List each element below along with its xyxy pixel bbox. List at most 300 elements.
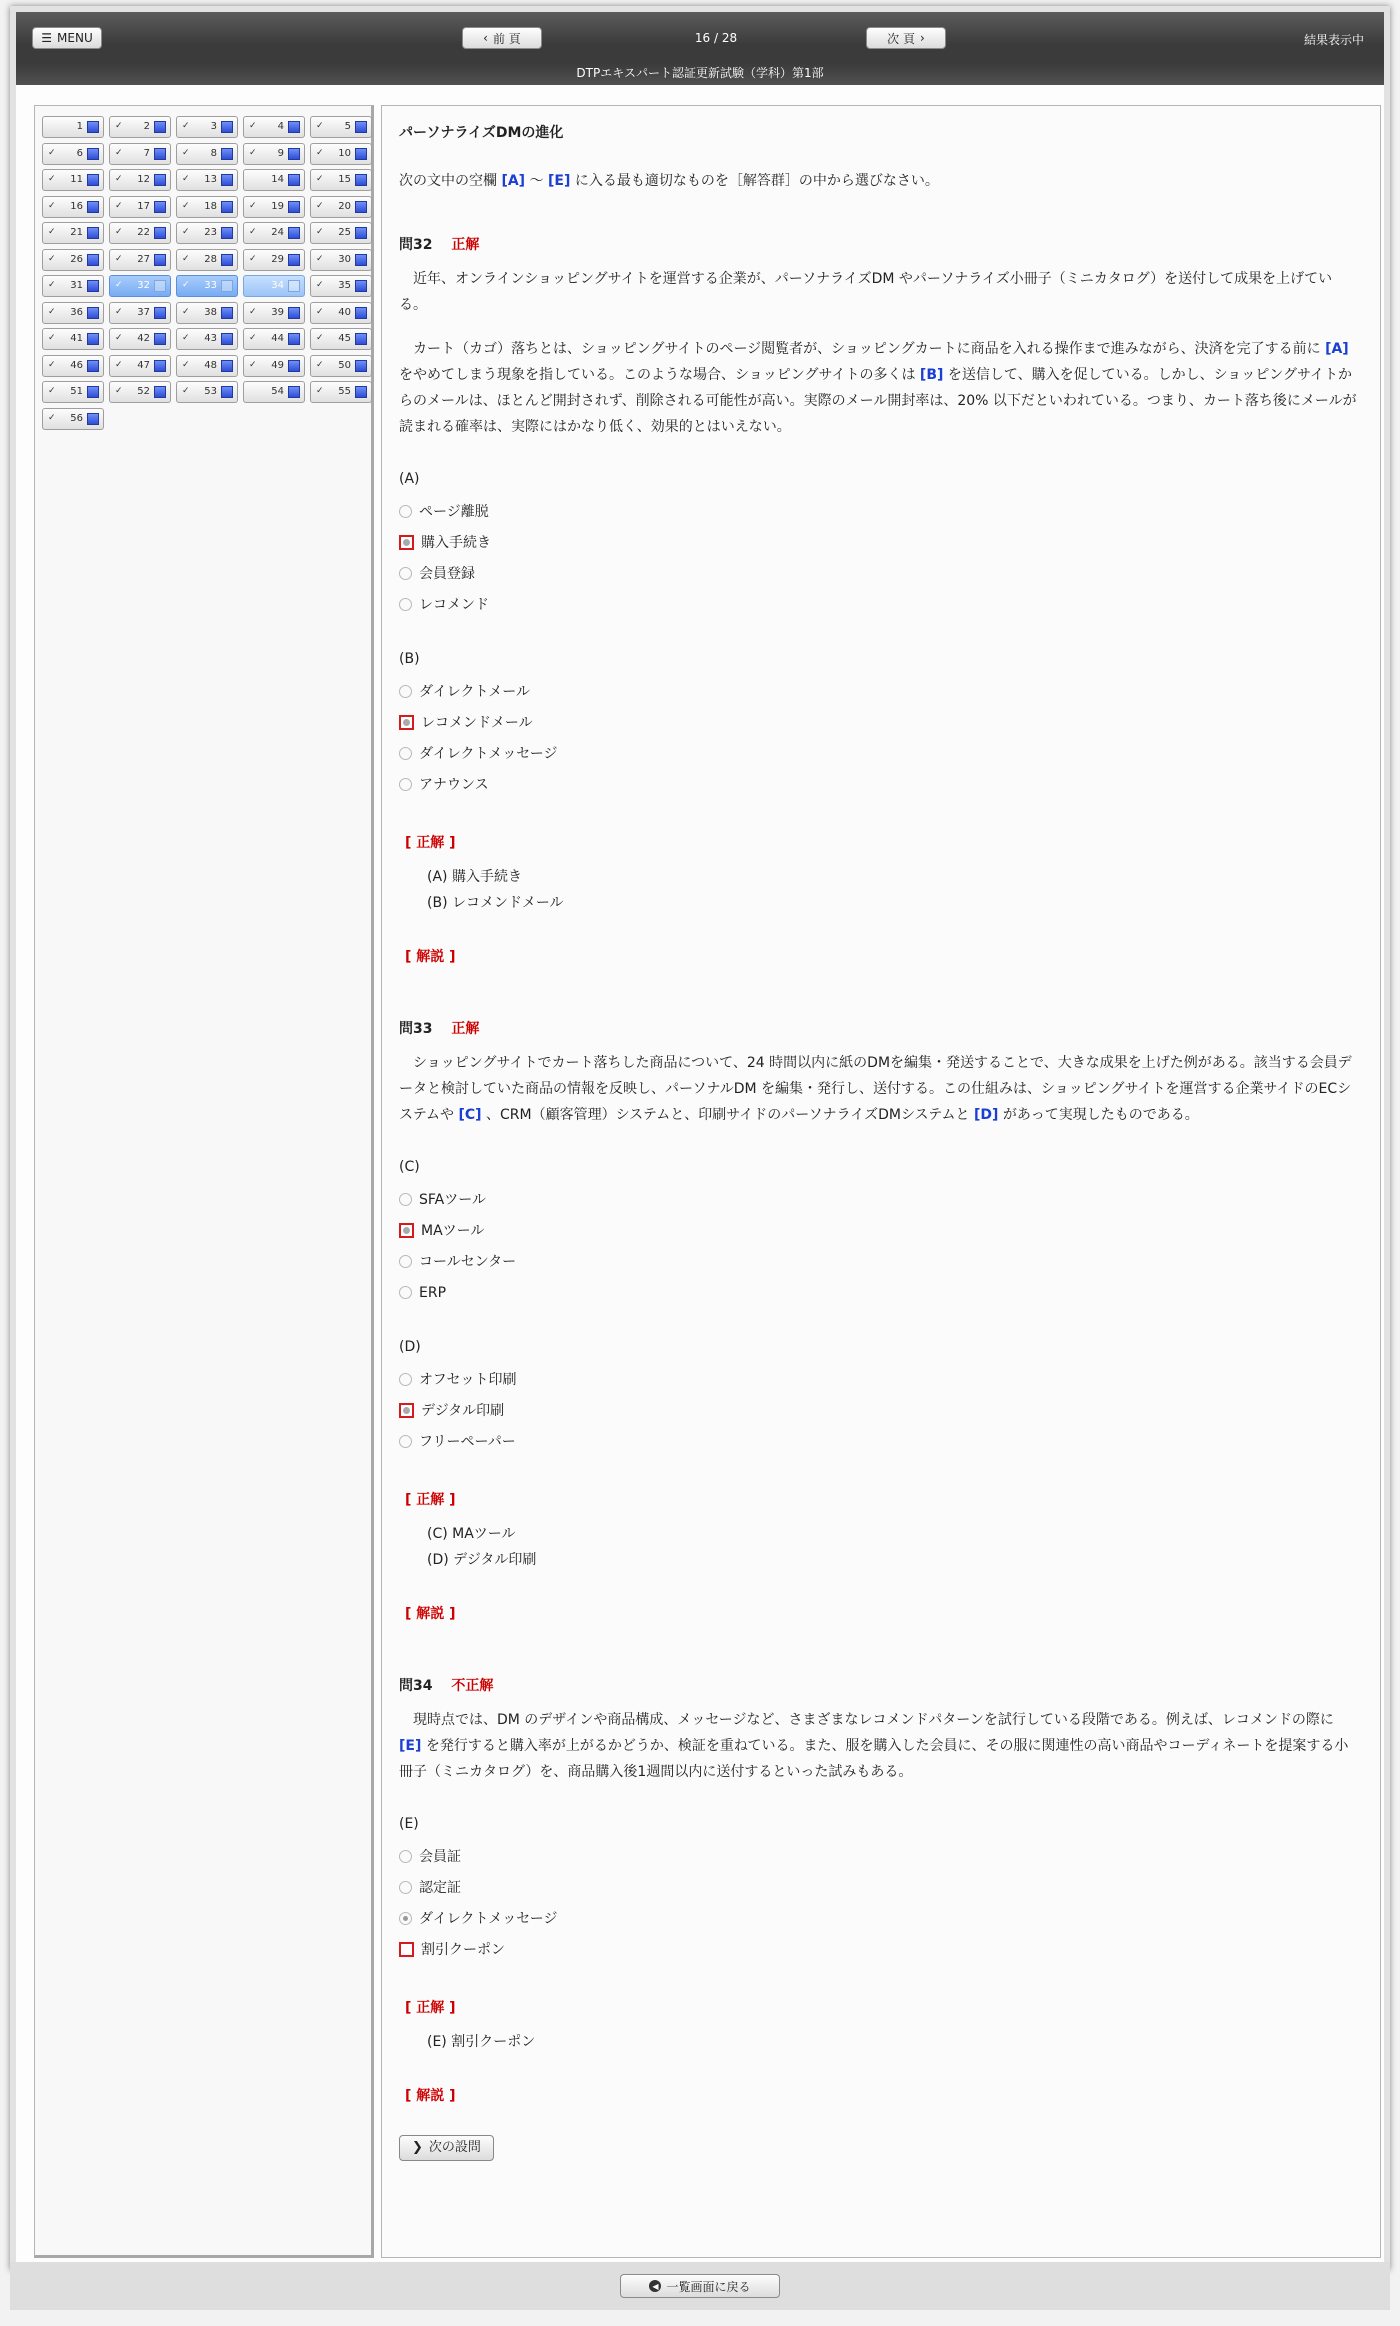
check-icon: ✓ bbox=[316, 280, 324, 290]
check-icon: ✓ bbox=[182, 386, 190, 396]
flag-square-icon bbox=[87, 254, 99, 266]
correct-answer-radio-icon[interactable] bbox=[399, 1223, 414, 1238]
question-nav-button[interactable] bbox=[310, 275, 372, 297]
blank-d-label: (D) bbox=[399, 1339, 421, 1355]
check-icon: ✓ bbox=[115, 200, 123, 211]
flag-square-icon bbox=[221, 360, 233, 372]
question-nav-button[interactable] bbox=[42, 275, 104, 297]
options-e bbox=[399, 1841, 1359, 1965]
check-icon: ✓ bbox=[48, 280, 56, 290]
check-icon: ✓ bbox=[182, 121, 190, 131]
check-icon: ✓ bbox=[115, 306, 123, 317]
flag-square-icon bbox=[154, 201, 166, 213]
check-icon: ✓ bbox=[316, 333, 324, 343]
option-d-1[interactable] bbox=[399, 1364, 1359, 1395]
menu-button[interactable] bbox=[32, 27, 102, 49]
placeholder-b: [B] bbox=[919, 367, 944, 383]
back-to-list-button[interactable] bbox=[620, 2274, 780, 2298]
question-nav-number: 40 bbox=[338, 306, 351, 318]
check-icon: ✓ bbox=[249, 253, 257, 264]
check-icon: ✓ bbox=[115, 174, 123, 184]
question-nav-number: 30 bbox=[338, 253, 351, 265]
question-nav-button[interactable] bbox=[42, 381, 104, 403]
check-icon: ✓ bbox=[48, 359, 56, 370]
paragraph-text: 近年、オンラインショッピングサイトを運営する企業が、パーソナライズDM やパーソナライズ小冊子（ミニカタログ）を送付して成果を上げている。 bbox=[399, 271, 1333, 313]
question-nav-number: 38 bbox=[204, 306, 217, 318]
question-nav-number: 27 bbox=[137, 253, 150, 265]
option-a-4[interactable] bbox=[399, 589, 1359, 620]
question-nav-number: 47 bbox=[137, 359, 150, 371]
option-a-3[interactable] bbox=[399, 558, 1359, 589]
check-icon: ✓ bbox=[48, 147, 56, 158]
question-nav-number: 32 bbox=[137, 280, 150, 291]
flag-square-icon bbox=[355, 333, 367, 345]
radio-icon[interactable] bbox=[399, 1373, 412, 1386]
correct-answer-radio-icon[interactable] bbox=[399, 1942, 414, 1957]
question-nav-button[interactable] bbox=[176, 222, 238, 244]
question-nav-number: 48 bbox=[204, 359, 217, 371]
option-d-2[interactable] bbox=[399, 1395, 1359, 1426]
radio-icon[interactable] bbox=[399, 747, 412, 760]
prev-page-label: 前 頁 bbox=[492, 31, 521, 46]
check-icon: ✓ bbox=[316, 200, 324, 211]
check-icon: ✓ bbox=[182, 227, 190, 237]
question-nav-number: 12 bbox=[137, 174, 150, 185]
question-nav-button[interactable] bbox=[42, 302, 104, 324]
check-icon: ✓ bbox=[182, 359, 190, 370]
option-label: オフセット印刷 bbox=[419, 1371, 517, 1388]
question-nav-number: 29 bbox=[271, 253, 284, 265]
question-nav-number: 1 bbox=[76, 121, 83, 132]
flag-square-icon bbox=[355, 148, 367, 160]
flag-square-icon bbox=[355, 201, 367, 213]
question-nav-button[interactable] bbox=[176, 328, 238, 350]
question-nav-button[interactable] bbox=[243, 249, 305, 271]
question-nav-number: 46 bbox=[70, 359, 83, 371]
option-label: コールセンター bbox=[419, 1253, 517, 1270]
question-nav-button[interactable] bbox=[109, 196, 171, 218]
option-label: レコメンドメール bbox=[421, 714, 533, 731]
question-33-paragraph bbox=[399, 1050, 1359, 1128]
correct-answer-radio-icon[interactable] bbox=[399, 1403, 414, 1418]
question-32-paragraph-1 bbox=[399, 266, 1359, 318]
check-icon: ✓ bbox=[48, 227, 56, 237]
question-nav-number: 55 bbox=[338, 386, 351, 397]
option-b-3[interactable] bbox=[399, 738, 1359, 769]
flag-square-icon bbox=[221, 333, 233, 345]
question-32-heading bbox=[399, 232, 1359, 258]
question-nav-number: 37 bbox=[137, 306, 150, 318]
check-icon: ✓ bbox=[48, 412, 56, 423]
page-counter: 16 / 28 bbox=[694, 31, 738, 45]
flag-square-icon bbox=[87, 227, 99, 239]
question-content bbox=[399, 120, 1359, 2161]
flag-square-icon bbox=[87, 386, 99, 398]
back-arrow-icon: ◀ bbox=[649, 2280, 661, 2292]
question-nav-number: 54 bbox=[271, 386, 284, 397]
correct-answer-radio-icon[interactable] bbox=[399, 535, 414, 550]
question-number: 問32 bbox=[399, 237, 433, 253]
check-icon: ✓ bbox=[249, 147, 257, 158]
question-nav-number: 22 bbox=[137, 227, 150, 238]
paragraph-text: ショッピングサイトでカート落ちした商品について、24 時間以内に紙のDMを編集・発送することで、大きな成果を上げた例がある。該当する会員データと検討していた商品の情報を反映し、パーソナルDM を編集・発行し、送付する。この仕組みは、ショッピングサイトを運営する企業サイドのECシステムや bbox=[399, 1055, 1352, 1123]
question-nav-number: 39 bbox=[271, 306, 284, 318]
question-nav-button[interactable] bbox=[176, 143, 238, 165]
question-nav-button[interactable] bbox=[310, 196, 372, 218]
question-nav-button[interactable] bbox=[109, 275, 171, 297]
placeholder-d: [D] bbox=[974, 1107, 999, 1123]
question-nav-number: 42 bbox=[137, 333, 150, 344]
check-icon: ✓ bbox=[115, 359, 123, 370]
next-page-button[interactable] bbox=[866, 27, 946, 49]
question-nav-number: 34 bbox=[271, 280, 284, 291]
option-label: デジタル印刷 bbox=[421, 1402, 505, 1419]
next-question-button[interactable] bbox=[399, 2135, 494, 2161]
question-nav-button[interactable] bbox=[310, 116, 372, 138]
flag-square-icon bbox=[288, 227, 300, 239]
check-icon: ✓ bbox=[182, 333, 190, 343]
menu-button-label: MENU bbox=[57, 31, 93, 45]
result-status-badge: 不正解 bbox=[451, 1678, 494, 1694]
question-nav-button[interactable] bbox=[243, 275, 305, 297]
flag-square-icon bbox=[154, 360, 166, 372]
check-icon: ✓ bbox=[48, 306, 56, 317]
question-nav-button[interactable] bbox=[109, 328, 171, 350]
option-b-1[interactable] bbox=[399, 676, 1359, 707]
answer-a: (A) 購入手続き bbox=[427, 869, 522, 885]
flag-square-icon bbox=[288, 174, 300, 186]
option-a-2[interactable] bbox=[399, 527, 1359, 558]
radio-icon[interactable] bbox=[399, 685, 412, 698]
flag-square-icon bbox=[154, 280, 166, 292]
options-c bbox=[399, 1184, 1359, 1308]
question-nav-button[interactable] bbox=[243, 302, 305, 324]
question-nav-button[interactable] bbox=[176, 355, 238, 377]
check-icon: ✓ bbox=[115, 253, 123, 264]
explanation-heading: [ 解説 ] bbox=[405, 2088, 456, 2104]
question-nav-number: 8 bbox=[210, 147, 217, 159]
question-nav-button[interactable] bbox=[310, 249, 372, 271]
question-nav-number: 50 bbox=[338, 359, 351, 371]
paragraph-text: 現時点では、DM のデザインや商品構成、メッセージなど、さまざまなレコメンドパターンを試行している段階である。例えば、レコメンドの際に bbox=[413, 1712, 1334, 1728]
question-nav-number: 17 bbox=[137, 200, 150, 212]
check-icon: ✓ bbox=[182, 174, 190, 184]
blank-b-label: (B) bbox=[399, 651, 420, 667]
flag-square-icon bbox=[154, 121, 166, 133]
instruction-text bbox=[399, 168, 1359, 194]
question-nav-button[interactable] bbox=[42, 328, 104, 350]
instruction-pre: 次の文中の空欄 bbox=[399, 173, 497, 189]
question-nav-button[interactable] bbox=[42, 196, 104, 218]
flag-square-icon bbox=[87, 333, 99, 345]
question-nav-number: 56 bbox=[70, 412, 83, 424]
back-to-list-label: 一覧画面に戻る bbox=[666, 2279, 751, 2294]
question-nav-number: 2 bbox=[143, 121, 150, 132]
question-nav-button[interactable] bbox=[176, 169, 238, 191]
result-status-badge: 正解 bbox=[451, 1021, 480, 1037]
radio-icon[interactable] bbox=[399, 567, 412, 580]
option-c-1[interactable] bbox=[399, 1184, 1359, 1215]
question-nav-number: 26 bbox=[70, 253, 83, 265]
flag-square-icon bbox=[288, 280, 300, 292]
check-icon: ✓ bbox=[316, 306, 324, 317]
question-nav-number: 10 bbox=[338, 147, 351, 159]
window-content bbox=[16, 12, 1384, 2264]
question-32-paragraph-2 bbox=[399, 336, 1359, 440]
question-nav-button[interactable] bbox=[310, 381, 372, 403]
question-nav-button[interactable] bbox=[310, 302, 372, 324]
question-nav-number: 23 bbox=[204, 227, 217, 238]
option-e-1[interactable] bbox=[399, 1841, 1359, 1872]
option-label: 会員登録 bbox=[419, 565, 475, 582]
check-icon: ✓ bbox=[48, 253, 56, 264]
question-nav-number: 44 bbox=[271, 333, 284, 344]
exam-window bbox=[10, 6, 1390, 2270]
question-nav-button[interactable] bbox=[310, 355, 372, 377]
question-nav-number: 18 bbox=[204, 200, 217, 212]
flag-square-icon bbox=[221, 280, 233, 292]
question-nav-button[interactable] bbox=[176, 302, 238, 324]
question-nav-button[interactable] bbox=[42, 143, 104, 165]
next-question-label: 次の設問 bbox=[428, 2140, 481, 2155]
option-e-2[interactable] bbox=[399, 1872, 1359, 1903]
check-icon: ✓ bbox=[115, 333, 123, 343]
question-nav-number: 4 bbox=[277, 121, 284, 132]
question-nav-button[interactable] bbox=[243, 222, 305, 244]
flag-square-icon bbox=[355, 227, 367, 239]
check-icon: ✓ bbox=[115, 121, 123, 131]
question-nav-number: 14 bbox=[271, 174, 284, 185]
flag-square-icon bbox=[221, 174, 233, 186]
question-nav-button[interactable] bbox=[109, 355, 171, 377]
flag-square-icon bbox=[355, 174, 367, 186]
explanation-heading: [ 解説 ] bbox=[405, 1606, 456, 1622]
flag-square-icon bbox=[288, 121, 300, 133]
answer-heading: [ 正解 ] bbox=[405, 1492, 456, 1508]
question-nav-number: 51 bbox=[70, 386, 83, 397]
option-label: SFAツール bbox=[419, 1191, 486, 1208]
question-nav-button[interactable] bbox=[42, 408, 104, 430]
question-nav-button[interactable] bbox=[243, 116, 305, 138]
question-nav-button[interactable] bbox=[42, 249, 104, 271]
placeholder-c: [C] bbox=[458, 1107, 482, 1123]
answer-heading: [ 正解 ] bbox=[405, 2000, 456, 2016]
flag-square-icon bbox=[221, 307, 233, 319]
option-e-3[interactable] bbox=[399, 1903, 1359, 1934]
check-icon: ✓ bbox=[48, 386, 56, 396]
option-c-2[interactable] bbox=[399, 1215, 1359, 1246]
flag-square-icon bbox=[288, 254, 300, 266]
question-nav-button[interactable] bbox=[243, 328, 305, 350]
question-nav-number: 41 bbox=[70, 333, 83, 344]
question-nav-number: 7 bbox=[143, 147, 150, 159]
check-icon: ✓ bbox=[182, 200, 190, 211]
radio-icon[interactable] bbox=[399, 1286, 412, 1299]
radio-icon[interactable] bbox=[399, 1435, 412, 1448]
flag-square-icon bbox=[87, 121, 99, 133]
flag-square-icon bbox=[87, 360, 99, 372]
option-e-4[interactable] bbox=[399, 1934, 1359, 1965]
radio-icon[interactable] bbox=[399, 1881, 412, 1894]
question-nav-button[interactable] bbox=[42, 169, 104, 191]
flag-square-icon bbox=[288, 307, 300, 319]
question-nav-button[interactable] bbox=[42, 355, 104, 377]
question-nav-button[interactable] bbox=[42, 116, 104, 138]
question-nav-number: 9 bbox=[277, 147, 284, 159]
check-icon: ✓ bbox=[115, 386, 123, 396]
question-nav-number: 24 bbox=[271, 227, 284, 238]
flag-square-icon bbox=[154, 386, 166, 398]
exam-title: DTPエキスパート認証更新試験（学科）第1部 bbox=[576, 66, 824, 80]
hamburger-icon: ☰ bbox=[41, 31, 53, 45]
result-status-badge: 正解 bbox=[451, 237, 480, 253]
instruction-post: に入る最も適切なものを［解答群］の中から選びなさい。 bbox=[574, 173, 939, 189]
placeholder-e: [E] bbox=[548, 173, 571, 189]
question-nav-button[interactable] bbox=[176, 249, 238, 271]
question-nav-sidebar bbox=[34, 105, 374, 2258]
question-nav-button[interactable] bbox=[310, 328, 372, 350]
options-d bbox=[399, 1364, 1359, 1457]
radio-icon[interactable] bbox=[399, 505, 412, 518]
radio-icon[interactable] bbox=[399, 1850, 412, 1863]
question-nav-number: 35 bbox=[338, 280, 351, 291]
flag-square-icon bbox=[154, 148, 166, 160]
chevron-left-icon: ‹ bbox=[483, 31, 488, 45]
check-icon: ✓ bbox=[316, 174, 324, 184]
check-icon: ✓ bbox=[249, 306, 257, 317]
question-nav-number: 25 bbox=[338, 227, 351, 238]
question-nav-number: 36 bbox=[70, 306, 83, 318]
option-a-1[interactable] bbox=[399, 496, 1359, 527]
flag-square-icon bbox=[288, 360, 300, 372]
flag-square-icon bbox=[221, 121, 233, 133]
check-icon: ✓ bbox=[316, 147, 324, 158]
question-nav-button[interactable] bbox=[243, 143, 305, 165]
flag-square-icon bbox=[154, 307, 166, 319]
question-nav-number: 52 bbox=[137, 386, 150, 397]
question-nav-button[interactable] bbox=[243, 355, 305, 377]
check-icon: ✓ bbox=[115, 280, 123, 290]
question-nav-button[interactable] bbox=[176, 381, 238, 403]
flag-square-icon bbox=[288, 201, 300, 213]
question-nav-number: 5 bbox=[344, 121, 351, 132]
flag-square-icon bbox=[87, 148, 99, 160]
question-33-heading bbox=[399, 1016, 1359, 1042]
radio-icon[interactable] bbox=[399, 778, 412, 791]
check-icon: ✓ bbox=[48, 174, 56, 184]
question-nav-number: 21 bbox=[70, 227, 83, 238]
option-label: MAツール bbox=[421, 1222, 485, 1239]
question-panel bbox=[381, 105, 1381, 2258]
explanation-heading: [ 解説 ] bbox=[405, 949, 456, 965]
flag-square-icon bbox=[154, 333, 166, 345]
check-icon: ✓ bbox=[316, 253, 324, 264]
blank-c-label: (C) bbox=[399, 1159, 420, 1175]
blank-e-label: (E) bbox=[399, 1816, 419, 1832]
option-label: フリーペーパー bbox=[419, 1433, 516, 1450]
flag-square-icon bbox=[221, 227, 233, 239]
question-nav-button[interactable] bbox=[109, 302, 171, 324]
blank-a-label: (A) bbox=[399, 471, 420, 487]
flag-square-icon bbox=[288, 386, 300, 398]
answer-heading: [ 正解 ] bbox=[405, 835, 456, 851]
question-nav-number: 20 bbox=[338, 200, 351, 212]
option-d-3[interactable] bbox=[399, 1426, 1359, 1457]
question-nav-button[interactable] bbox=[176, 275, 238, 297]
question-nav-number: 45 bbox=[338, 333, 351, 344]
question-nav-button[interactable] bbox=[310, 143, 372, 165]
flag-square-icon bbox=[355, 121, 367, 133]
radio-icon[interactable] bbox=[399, 1193, 412, 1206]
question-nav-button[interactable] bbox=[109, 249, 171, 271]
question-nav-button[interactable] bbox=[42, 222, 104, 244]
question-nav-number: 31 bbox=[70, 280, 83, 291]
option-label: 購入手続き bbox=[421, 534, 491, 551]
flag-square-icon bbox=[87, 280, 99, 292]
question-nav-button[interactable] bbox=[109, 116, 171, 138]
option-label: ダイレクトメッセージ bbox=[419, 1910, 558, 1927]
question-nav-button[interactable] bbox=[109, 381, 171, 403]
question-nav-number: 6 bbox=[76, 147, 83, 159]
question-nav-button[interactable] bbox=[243, 381, 305, 403]
flag-square-icon bbox=[154, 254, 166, 266]
options-a bbox=[399, 496, 1359, 620]
question-nav-button[interactable] bbox=[109, 143, 171, 165]
correct-answer-radio-icon[interactable] bbox=[399, 715, 414, 730]
question-34-heading bbox=[399, 1673, 1359, 1699]
flag-square-icon bbox=[355, 386, 367, 398]
flag-square-icon bbox=[221, 201, 233, 213]
placeholder-a: [A] bbox=[501, 173, 526, 189]
question-nav-button[interactable] bbox=[310, 169, 372, 191]
question-nav-button[interactable] bbox=[176, 116, 238, 138]
question-nav-button[interactable] bbox=[310, 222, 372, 244]
flag-square-icon bbox=[221, 254, 233, 266]
option-c-3[interactable] bbox=[399, 1246, 1359, 1277]
question-nav-number: 11 bbox=[70, 174, 83, 185]
option-b-2[interactable] bbox=[399, 707, 1359, 738]
check-icon: ✓ bbox=[48, 200, 56, 211]
radio-icon[interactable] bbox=[399, 598, 412, 611]
flag-square-icon bbox=[288, 148, 300, 160]
prev-page-button[interactable] bbox=[462, 27, 542, 49]
option-label: アナウンス bbox=[419, 776, 489, 793]
option-label: レコメンド bbox=[419, 596, 489, 613]
selected-radio-icon[interactable] bbox=[399, 1912, 412, 1925]
question-34-paragraph bbox=[399, 1707, 1359, 1785]
check-icon: ✓ bbox=[249, 227, 257, 237]
question-nav-button[interactable] bbox=[109, 222, 171, 244]
flag-square-icon bbox=[355, 307, 367, 319]
question-nav-number: 28 bbox=[204, 253, 217, 265]
radio-icon[interactable] bbox=[399, 1255, 412, 1268]
paragraph-text: をやめてしまう現象を指している。このような場合、ショッピングサイトの多くは bbox=[399, 367, 916, 383]
flag-square-icon bbox=[355, 280, 367, 292]
option-c-4[interactable] bbox=[399, 1277, 1359, 1308]
option-label: ERP bbox=[419, 1284, 447, 1301]
flag-square-icon bbox=[87, 201, 99, 213]
question-nav-button[interactable] bbox=[243, 196, 305, 218]
question-nav-button[interactable] bbox=[109, 169, 171, 191]
option-label: 会員証 bbox=[419, 1848, 461, 1865]
question-nav-button[interactable] bbox=[176, 196, 238, 218]
question-nav-number: 33 bbox=[204, 280, 217, 291]
flag-square-icon bbox=[87, 174, 99, 186]
option-b-4[interactable] bbox=[399, 769, 1359, 800]
check-icon: ✓ bbox=[115, 147, 123, 158]
question-nav-button[interactable] bbox=[243, 169, 305, 191]
question-number: 問34 bbox=[399, 1678, 433, 1694]
